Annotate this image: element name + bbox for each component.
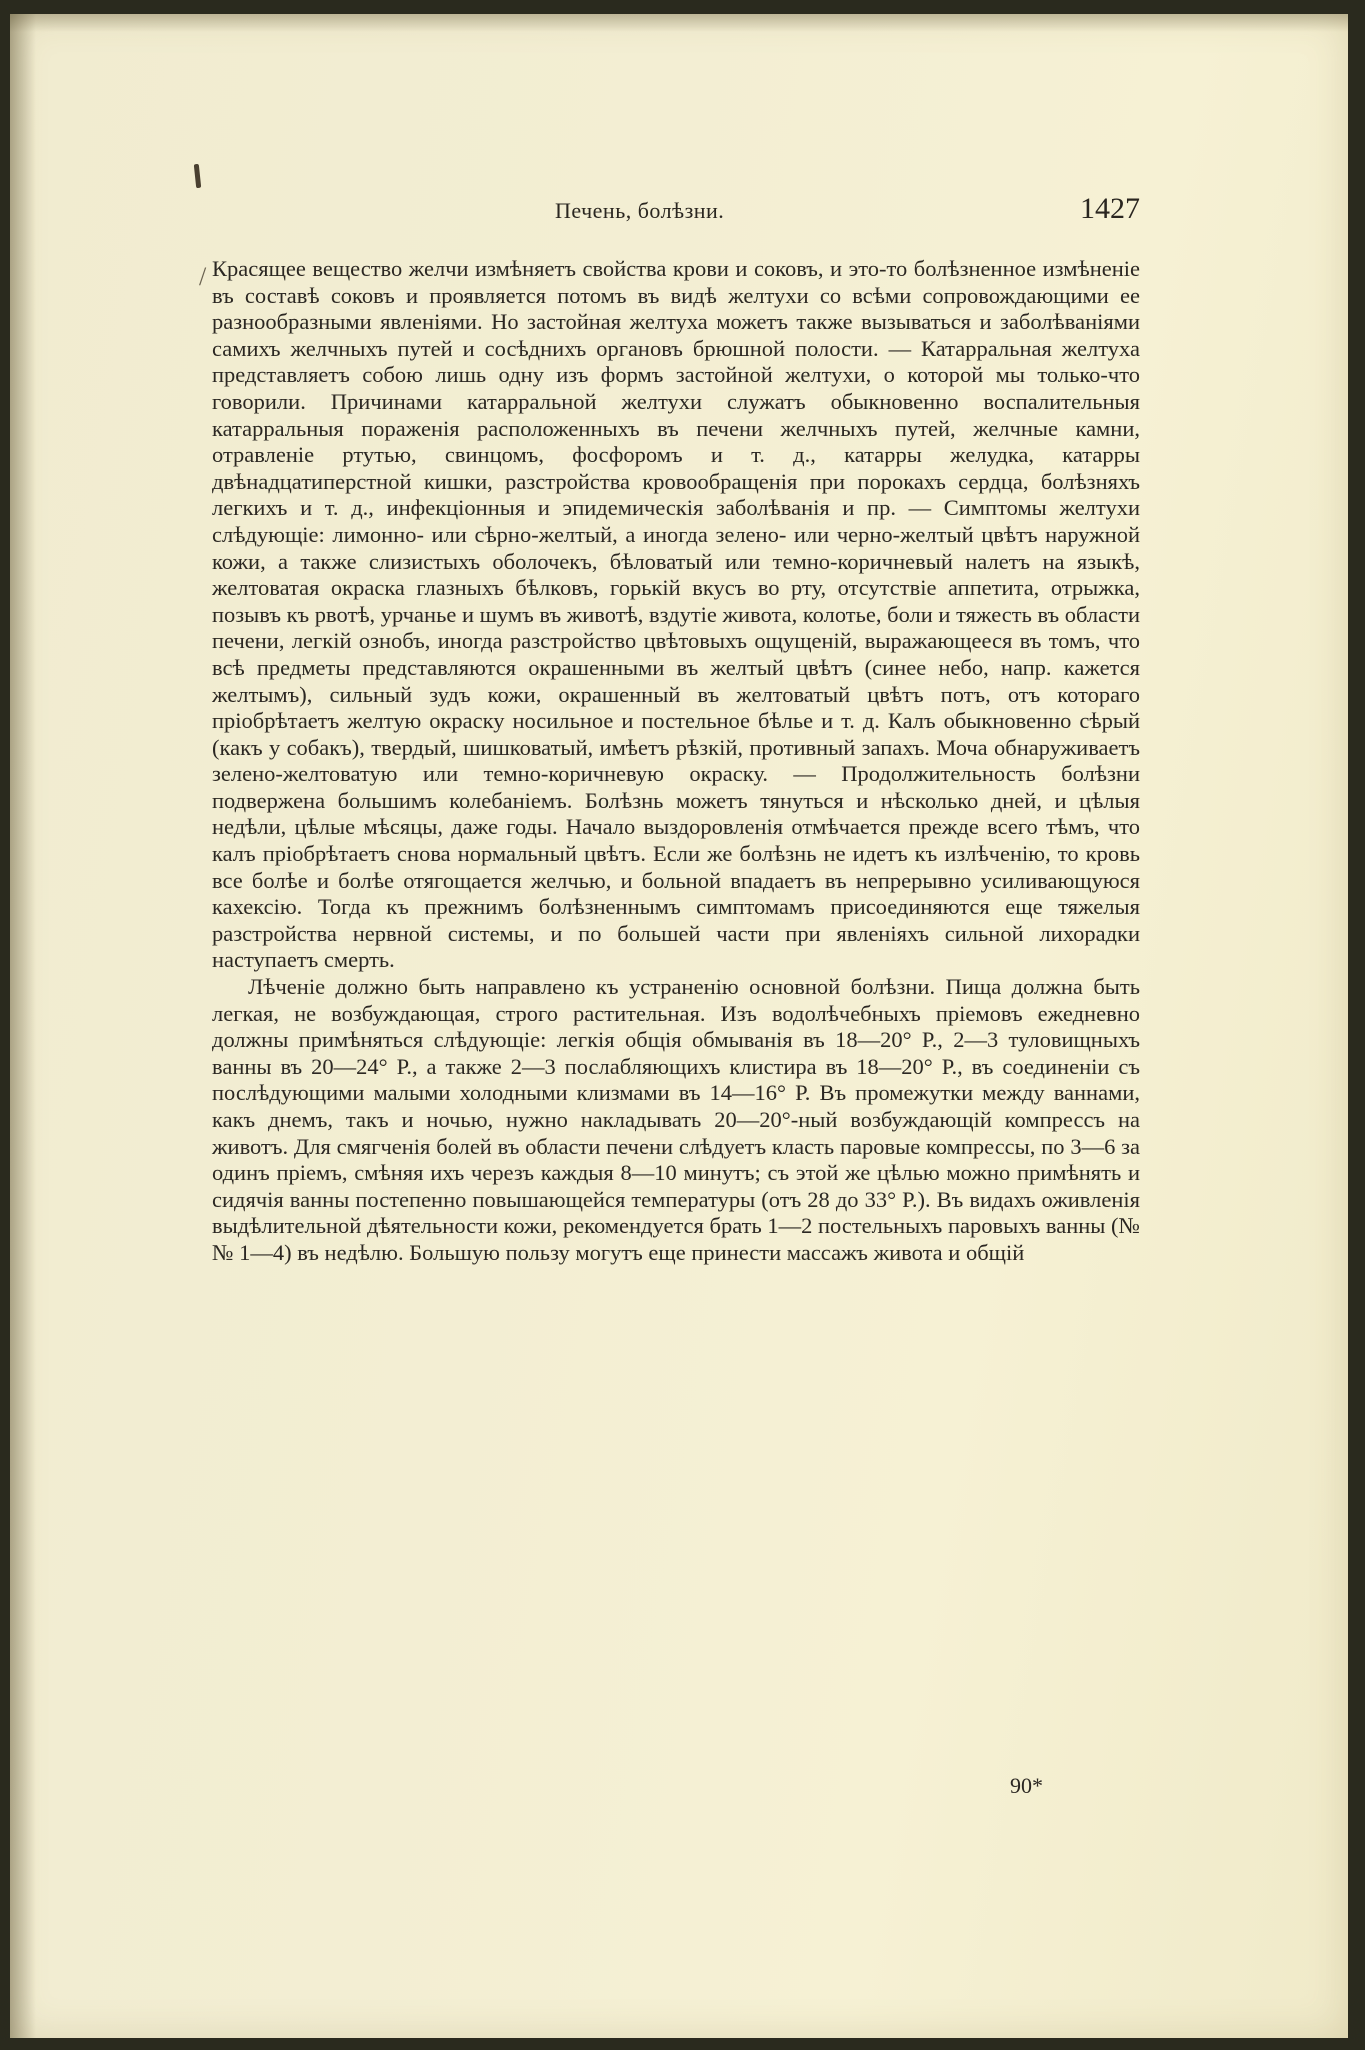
binding-mark [194,164,201,188]
margin-pencil-mark: / [199,262,207,291]
page-number: 1427 [1080,192,1140,225]
page-top-shadow [10,14,1348,32]
paragraph-symptoms: Красящее вещество желчи измѣняетъ свойства крови и соковъ, и это-то болѣзненное измѣненіе въ составѣ соковъ и проявляется потомъ въ видѣ желтухи со всѣми сопровождающими ее разнообразными явленіями. Но застойная желтуха можетъ также вызываться и заболѣваніями самихъ желчныхъ путей и сосѣднихъ органовъ брюшной полости. — Катарральная желтуха представляетъ собою лишь одну изъ формъ застойной желтухи, о которой мы только-что говорили. Причинами катарральной желтухи служатъ обыкновенно воспалительныя катарральныя пораженія расположенныхъ въ печени желчныхъ путей, желчные камни, отравленіе ртутью, свинцомъ, фосфоромъ и т. д., катарры желудка, катарры двѣнадцатиперстной кишки, разстройства кровообращенія при порокахъ сердца, болѣзняхъ легкихъ и т. д., инфекціонныя и эпидемическія заболѣванія и пр. — Симптомы желтухи слѣдующіе: лимонно- или сѣрно-желтый, а иногда зелено- или черно-желтый цвѣтъ наружной кожи, а также слизистыхъ оболочекъ, бѣловатый или темно-коричневый налетъ на языкѣ, желтоватая окраска глазныхъ бѣлковъ, горькій вкусъ во рту, отсутствіе аппетита, отрыжка, позывъ къ рвотѣ, урчанье и шумъ въ животѣ, вздутіе живота, колотье, боли и тяжесть въ области печени, легкій ознобъ, иногда разстройство цвѣтовыхъ ощущеній, выражающееся въ томъ, что всѣ предметы представляются окрашенными въ желтый цвѣтъ (синее небо, напр. кажется желтымъ), сильный зудъ кожи, окрашенный въ желтоватый цвѣтъ потъ, отъ котораго пріобрѣтаетъ желтую окраску носильное и постельное бѣлье и т. д. Калъ обыкновенно сѣрый (какъ у собакъ), твердый, шишковатый, имѣетъ рѣзкій, противный запахъ. Моча обнаруживаетъ зелено-желтоватую или темно-коричневую окраску. — Продолжительность болѣзни подвержена большимъ колебаніемъ. Болѣзнь можетъ тянуться и нѣсколько дней, и цѣлыя недѣли, цѣлые мѣсяцы, даже годы. Начало выздоровленія отмѣчается прежде всего тѣмъ, что калъ пріобрѣтаетъ снова нормальный цвѣтъ. Если же болѣзнь не идетъ къ излѣченію, то кровь все болѣе и болѣе отягощается желчью, и больной впадаетъ въ непрерывно усиливающуюся кахексію. Тогда къ прежнимъ болѣзненнымъ симптомамъ присоединяются еще тяжелыя разстройства нервной системы, и по большей части при явленіяхъ сильной лихорадки наступаетъ смерть. [212,256,1141,973]
page-header [200,192,1140,236]
running-head: Печень, болѣзни. [555,198,725,223]
body-text [212,256,1140,1267]
paragraph-treatment: Лѣченіе должно быть направлено къ устраненію основной болѣзни. Пища должна быть легкая, не возбуждающая, строго растительная. Изъ водолѣчебныхъ пріемовъ ежедневно должны примѣняться слѣдующіе: легкія общія обмыванія въ 18—20° Р., 2—3 туловищныхъ ванны въ 20—24° Р., а также 2—3 послабляющихъ клистира въ 18—20° Р., въ соединеніи съ послѣдующими малыми холодными клизмами въ 14—16° Р. Въ промежутки между ваннами, какъ днемъ, такъ и ночью, нужно накладывать 20—20°-ный возбуждающій компрессъ на животъ. Для смягченія болей въ области печени слѣдуетъ класть паровые компрессы, по 3—6 за одинъ пріемъ, смѣняя ихъ черезъ каждыя 8—10 минутъ; съ этой же цѣлью можно примѣнять и сидячія ванны постепенно повышающейся температуры (отъ 28 до 33° Р.). Въ видахъ оживленія выдѣлительной дѣятельности кожи, рекомендуется брать 1—2 постельныхъ паровыхъ ванны (№№ 1—4) въ недѣлю. Большую пользу могутъ еще принести массажъ живота и общій [212,974,1140,1265]
page-gutter-shadow [10,14,36,2038]
signature-mark: 90* [1010,1773,1043,1798]
